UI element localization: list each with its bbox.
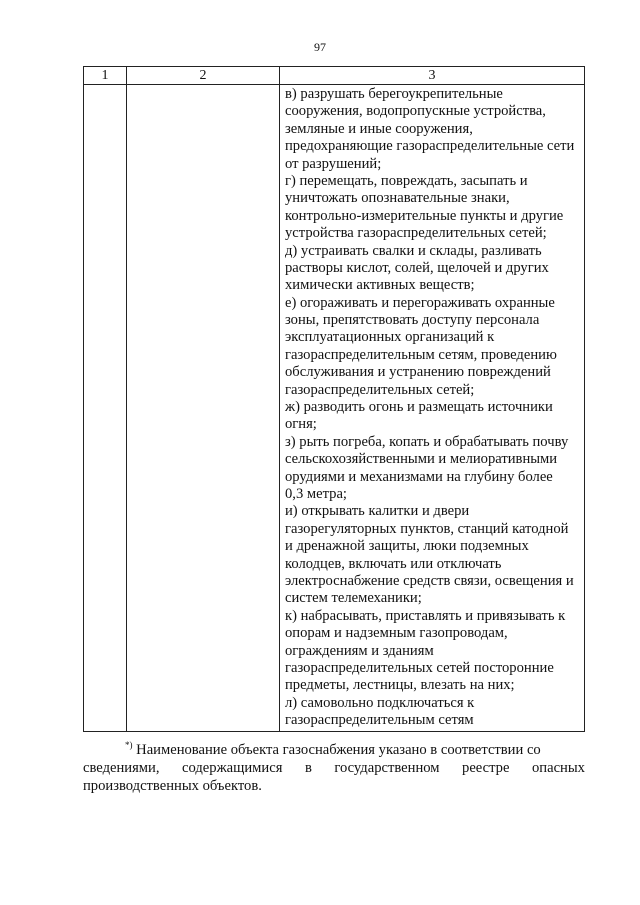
text-line: от разрушений;: [285, 155, 382, 172]
header-cell-3: 3: [280, 67, 585, 85]
text-line: сооружения, водопропускные устройства,: [285, 103, 546, 120]
text-line: огня;: [285, 416, 317, 433]
text-line: и дренажной защиты, люки подземных: [285, 538, 529, 555]
text-line: зоны, препятствовать доступу персонала: [285, 312, 540, 329]
footnote-marker: *): [125, 740, 133, 750]
text-line: обслуживания и устранению повреждений: [285, 364, 551, 381]
text-line: устройства газораспределительных сетей;: [285, 225, 547, 242]
footnote-word: государственном: [334, 760, 440, 776]
header-cell-1: 1: [84, 67, 127, 85]
table-header-row: [84, 67, 585, 85]
text-line: земляные и иные сооружения,: [285, 120, 473, 137]
prohibitions-text: [280, 85, 584, 731]
row-cell-2: [127, 85, 280, 732]
text-line: уничтожать опознавательные знаки,: [285, 190, 510, 207]
text-line: колодцев, включать или отключать: [285, 555, 502, 572]
text-line: ж) разводить огонь и размещать источники: [285, 399, 553, 416]
text-line: г) перемещать, повреждать, засыпать и: [285, 172, 528, 189]
text-line: в) разрушать берегоукрепительные: [285, 86, 503, 102]
text-line: 0,3 метра;: [285, 485, 347, 502]
text-line: предметы, лестницы, влезать на них;: [285, 677, 515, 694]
header-cell-2: 2: [127, 67, 280, 85]
footnote-word: реестре: [462, 760, 510, 776]
footnote-word: в: [304, 760, 312, 776]
text-line: предохраняющие газораспределительные сети: [285, 138, 575, 155]
text-line: з) рыть погреба, копать и обрабатывать почву: [285, 433, 569, 450]
footnote-line-3: производственных объектов.: [83, 778, 262, 794]
text-line: опорам и надземным газопроводам,: [285, 625, 508, 642]
text-line: газораспределительным сетям, проведению: [285, 346, 557, 363]
text-line: ограждениям и зданиям: [285, 642, 434, 659]
text-line: е) огораживать и перегораживать охранные: [285, 294, 555, 311]
text-line: газорегуляторных пунктов, станций катодной: [285, 520, 569, 537]
text-line: газораспределительным сетям: [285, 712, 474, 729]
row-cell-3: [280, 85, 585, 732]
page-number: 97: [314, 40, 326, 54]
text-line: растворы кислот, солей, щелочей и других: [285, 259, 549, 276]
text-line: орудиями и механизмами на глубину более: [285, 468, 553, 485]
main-table: [83, 66, 585, 732]
footnote: [83, 741, 585, 795]
footnote-line-1: [83, 741, 585, 759]
text-line: и) открывать калитки и двери: [285, 503, 470, 520]
text-line: к) набрасывать, приставлять и привязывать к: [285, 607, 566, 624]
text-line: систем телемеханики;: [285, 590, 422, 607]
footnote-line-2: [83, 759, 585, 777]
text-line: сельскохозяйственными и мелиоративными: [285, 451, 558, 468]
text-line: эксплуатационных организаций к: [285, 329, 495, 346]
text-line: химически активных веществ;: [285, 277, 475, 294]
text-line: контрольно-измерительные пункты и другие: [285, 207, 564, 224]
footnote-word: опасных: [531, 760, 585, 776]
footnote-word: сведениями,: [83, 760, 160, 776]
row-cell-1: [84, 85, 127, 732]
text-line: д) устраивать свалки и склады, разливать: [285, 242, 542, 259]
footnote-word: содержащимися: [182, 760, 283, 776]
table-row: [84, 85, 585, 732]
footnote-text-1: Наименование объекта газоснабжения указано в соответствии со: [136, 742, 541, 758]
text-line: газораспределительных сетей посторонние: [285, 659, 554, 676]
text-line: электроснабжение средств связи, освещения и: [285, 572, 574, 589]
text-line: л) самовольно подключаться к: [285, 694, 475, 711]
text-line: газораспределительных сетей;: [285, 381, 475, 398]
